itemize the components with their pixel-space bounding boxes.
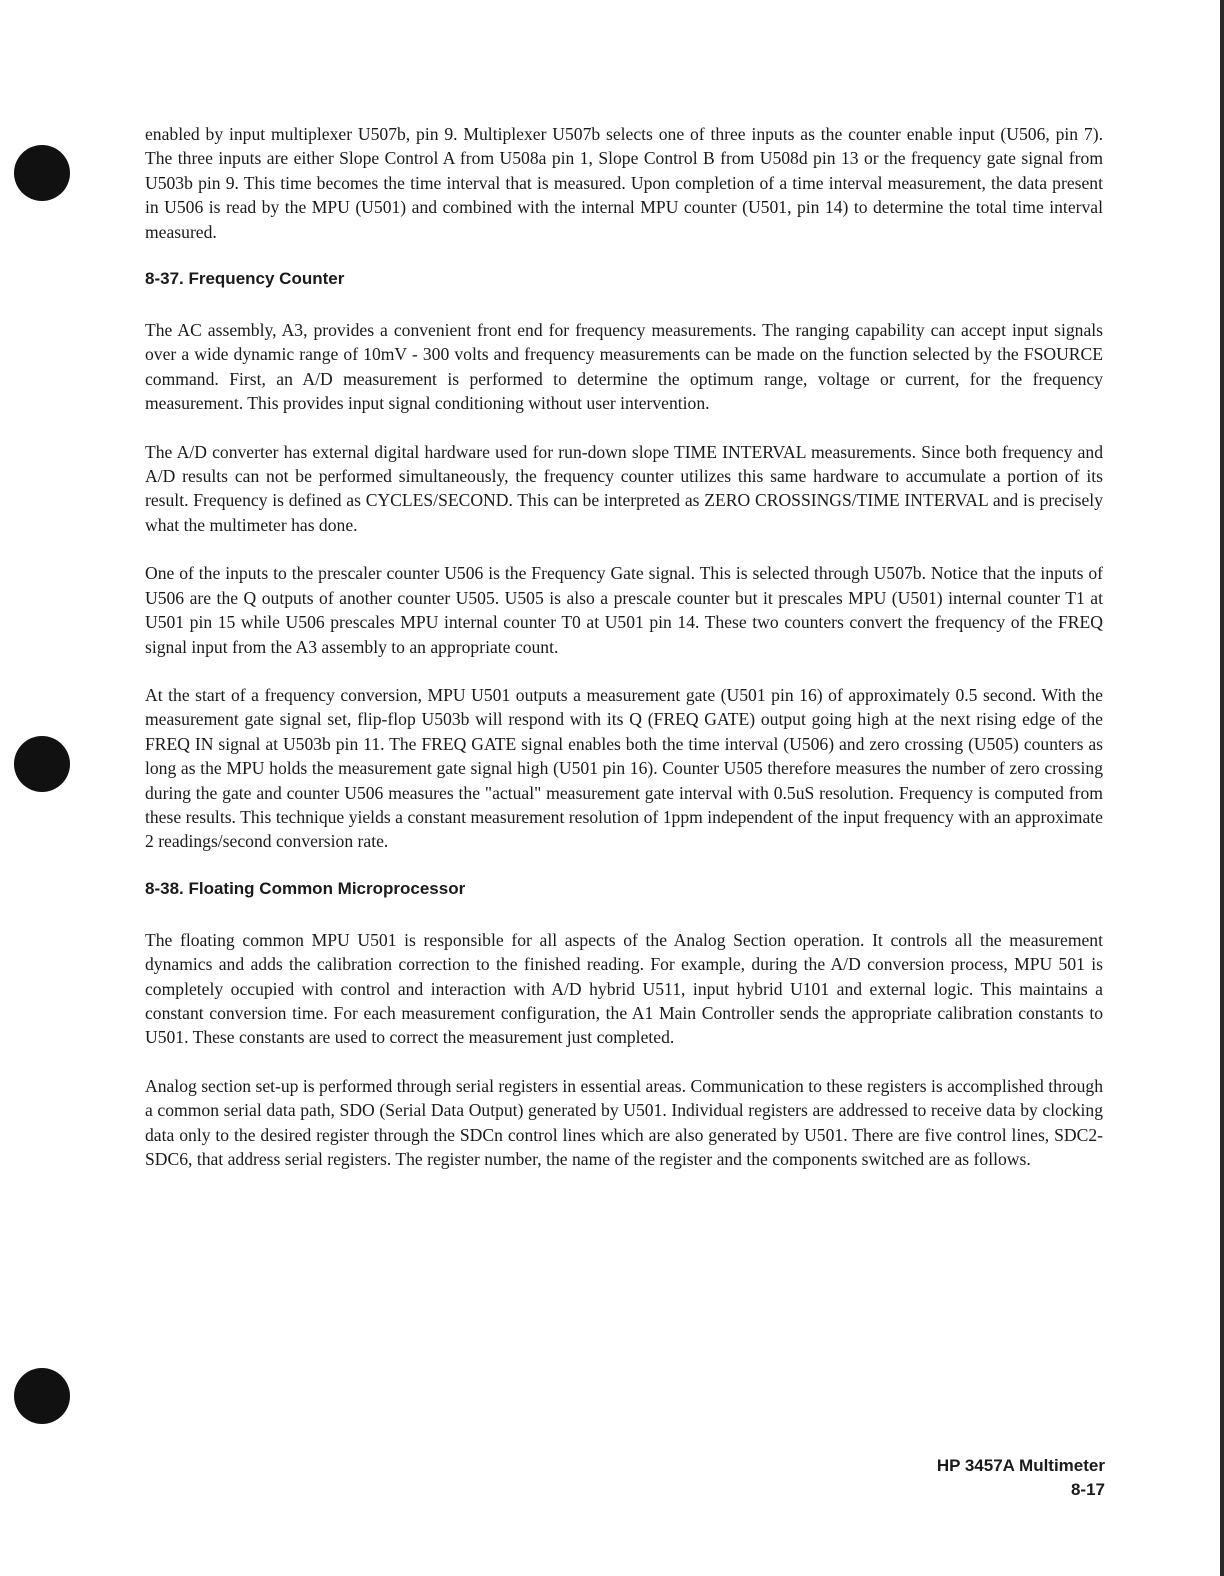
- section-heading-frequency-counter: 8-37. Frequency Counter: [145, 269, 345, 289]
- footer-product-name: HP 3457A Multimeter: [936, 1456, 1105, 1475]
- paragraph: The floating common MPU U501 is responsible for all aspects of the Analog Section operation. It controls all the measurement dynamics and adds the calibration correction to the finished reading. For example, during the A/D conversion process, MPU 501 is completely occupied with control and interaction with A/D hybrid U511, input hybrid U101 and external logic. This maintains a constant conversion time. For each measurement configuration, the A1 Main Controller sends the appropriate calibration constants to U501. These constants are used to correct the measurement just completed.: [145, 929, 1103, 1048]
- paragraph: One of the inputs to the prescaler counter U506 is the Frequency Gate signal. This is selected through U507b. Notice that the inputs of U506 are the Q outputs of another counter U505. U505 is also a prescale counter but it prescales MPU (U501) internal counter T1 at U501 pin 15 while U506 prescales MPU internal counter T0 at U501 pin 14. These two counters convert the frequency of the FREQ signal input from the A3 assembly to an appropriate count.: [145, 563, 1103, 657]
- section-heading-floating-common-microprocessor: 8-38. Floating Common Microprocessor: [145, 878, 466, 898]
- paragraph: The A/D converter has external digital hardware used for run-down slope TIME INTERVAL measurements. Since both frequency and A/D results can not be performed simultaneously, the frequency counter utilizes this same hardware to accumulate a portion of its result. Frequency is defined as CYCLES/SECOND. This can be interpreted as ZERO CROSSINGS/TIME INTERVAL and is precisely what the multimeter has done.: [145, 441, 1103, 535]
- page-footer: [937, 1454, 1105, 1502]
- paragraph-intro: enabled by input multiplexer U507b, pin 9. Multiplexer U507b selects one of three inputs as the counter enable input (U506, pin 7). The three inputs are either Slope Control A from U508a pin 1, Slope Control B from U508d pin 13 or the frequency gate signal from U503b pin 9. This time becomes the time interval that is measured. Upon completion of a time interval measurement, the data present in U506 is read by the MPU (U501) and combined with the internal MPU counter (U501, pin 14) to determine the total time interval measured.: [145, 124, 1103, 242]
- binder-hole: [14, 1368, 70, 1424]
- binder-hole: [14, 145, 70, 201]
- page-edge: [1220, 0, 1224, 1576]
- paragraph: The AC assembly, A3, provides a convenient front end for frequency measurements. The ranging capability can accept input signals over a wide dynamic range of 10mV - 300 volts and frequency measurements can be made on the function selected by the FSOURCE command. First, an A/D measurement is performed to determine the optimum range, voltage or current, for the frequency measurement. This provides input signal conditioning without user intervention.: [145, 320, 1103, 414]
- paragraph: Analog section set-up is performed through serial registers in essential areas. Communication to these registers is accomplished through a common serial data path, SDO (Serial Data Output) generated by U501. Individual registers are addressed to receive data by clocking data only to the desired register through the SDCn control lines which are also generated by U501. There are five control lines, SDC2-SDC6, that address serial registers. The register number, the name of the register and the components switched are as follows.: [145, 1075, 1103, 1169]
- binder-hole: [14, 736, 70, 792]
- page-content: [145, 122, 1103, 1195]
- footer-page-number: 8-17: [1070, 1480, 1105, 1499]
- paragraph: At the start of a frequency conversion, MPU U501 outputs a measurement gate (U501 pin 16) of approximately 0.5 second. With the measurement gate signal set, flip-flop U503b will respond with its Q (FREQ GATE) output going high at the next rising edge of the FREQ IN signal at U503b pin 11. The FREQ GATE signal enables both the time interval (U506) and zero crossing (U505) counters as long as the MPU holds the measurement gate signal high (U501 pin 16). Counter U505 therefore measures the number of zero crossing during the gate and counter U506 measures the "actual" measurement gate interval with 0.5uS resolution. Frequency is computed from these results. This technique yields a constant measurement resolution of 1ppm independent of the input frequency with an approximate 2 readings/second conversion rate.: [145, 684, 1103, 852]
